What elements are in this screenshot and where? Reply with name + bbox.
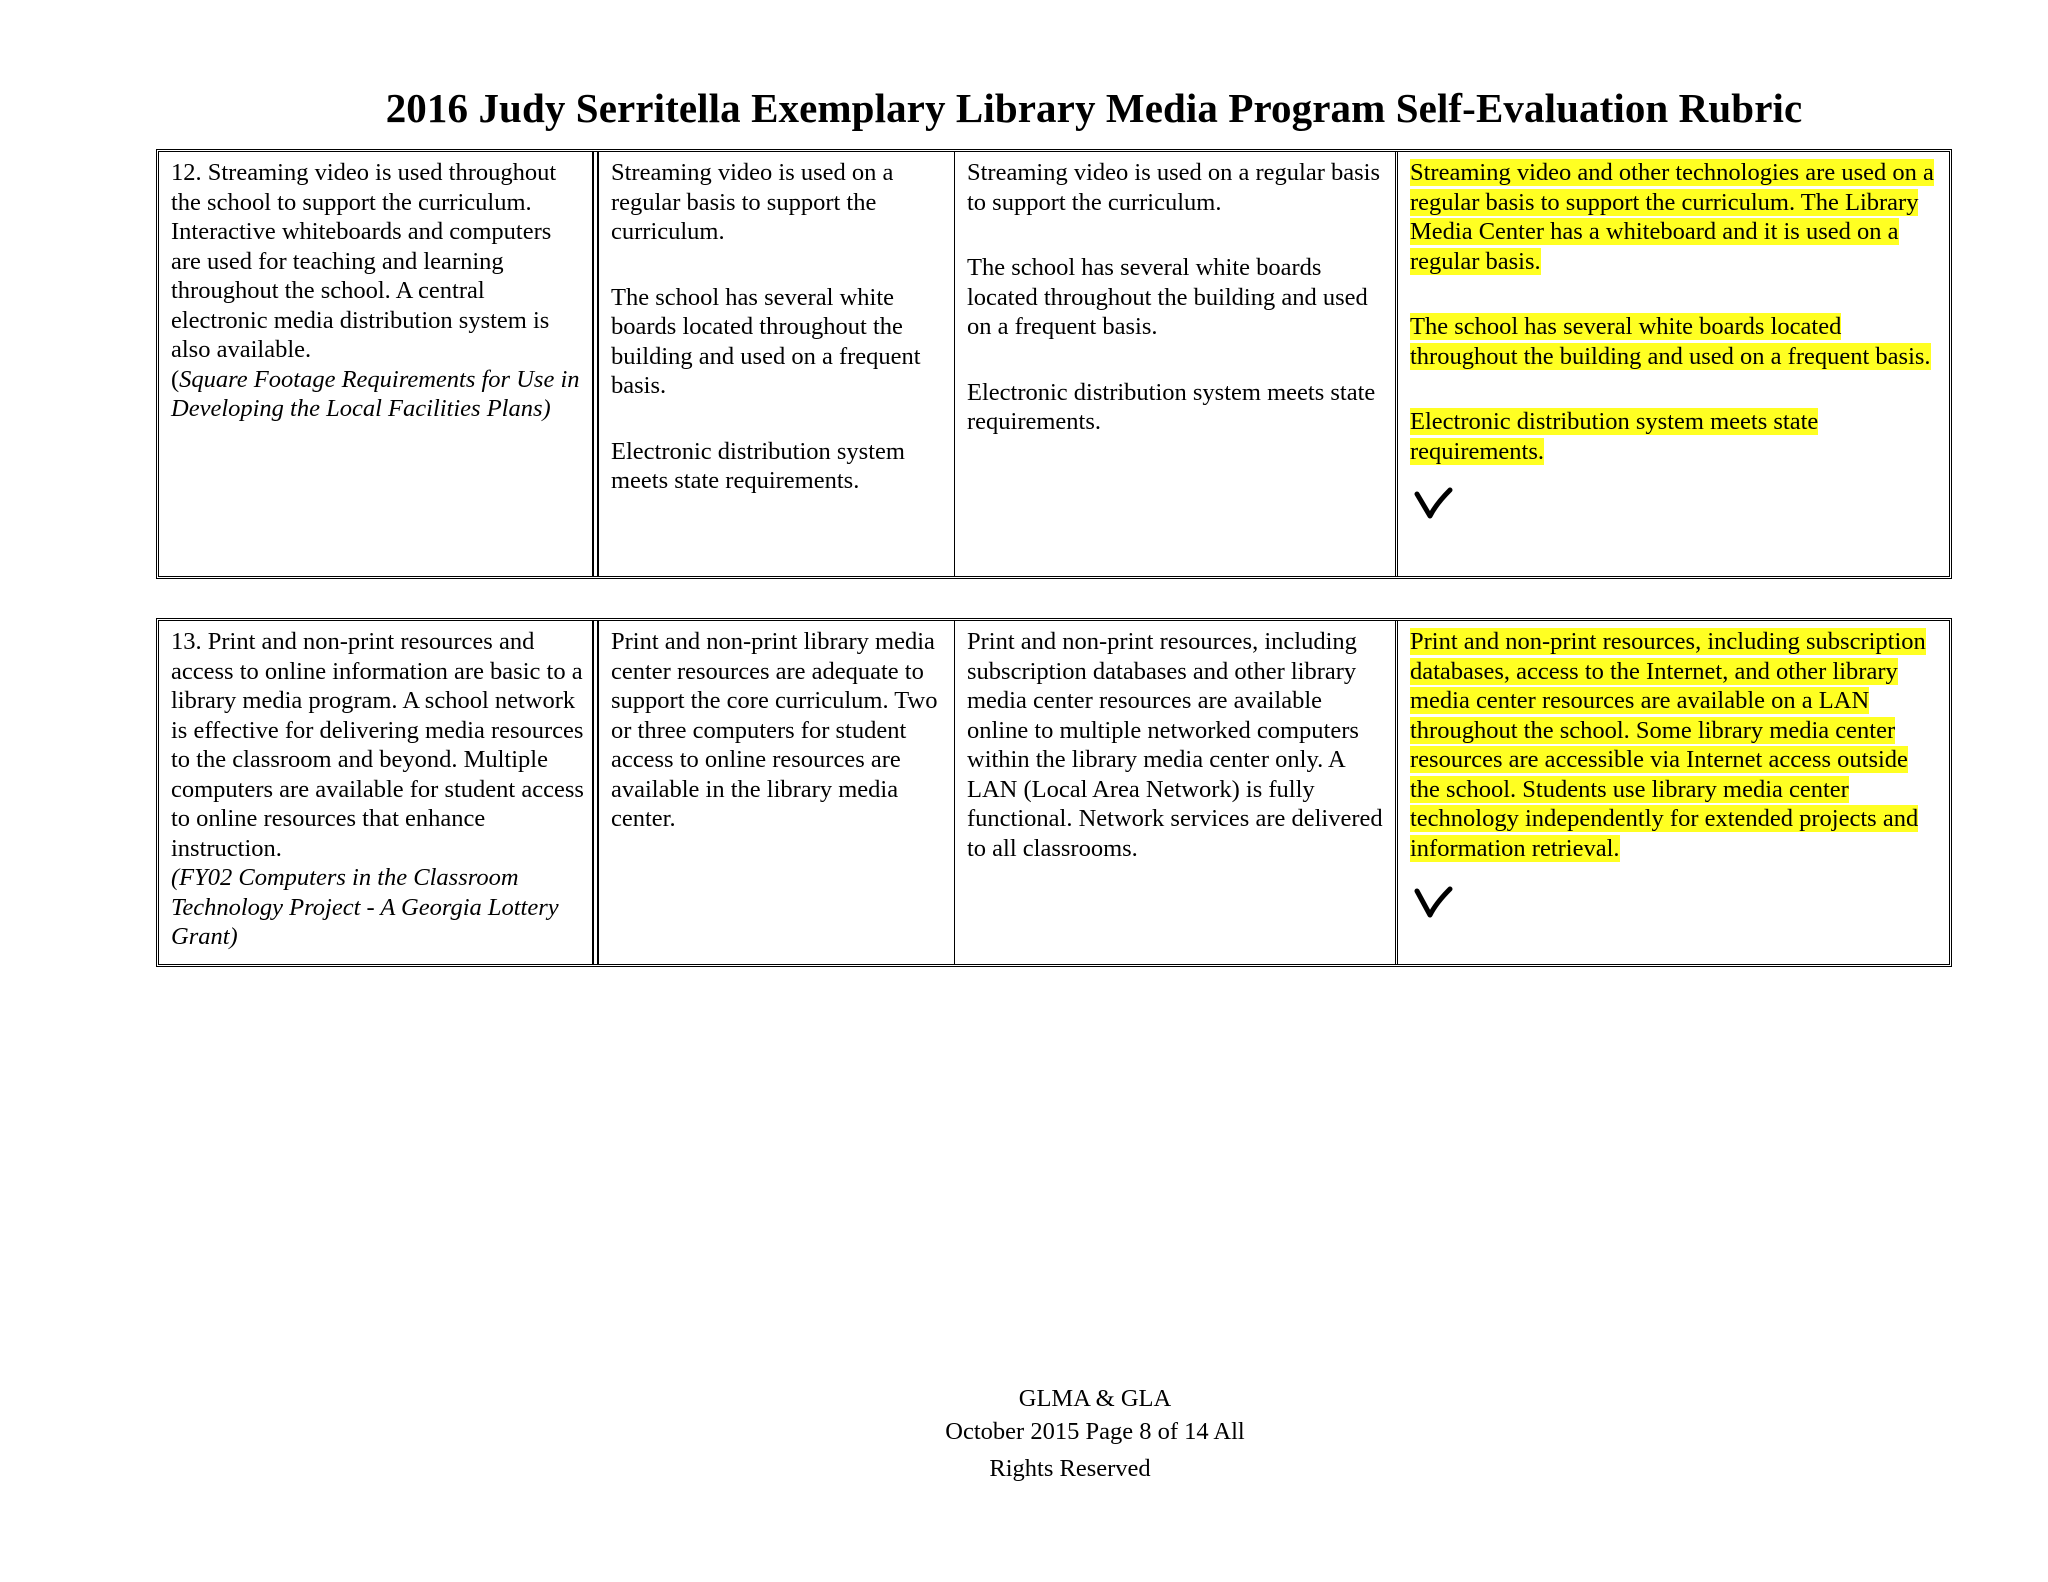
page-title: 2016 Judy Serritella Exemplary Library Media Program Self-Evaluation Rubric (385, 85, 1803, 131)
criterion-text: 13. Print and non-print resources and access to online information are basic to a library media program. A school network is effective for delivering media resources to the classroom and beyond. Multiple computers are available for student access to online resources that enhance instruction. (171, 628, 584, 862)
level2-paragraph: Print and non-print resources, including subscription databases and other library media center resources are available online to multiple networked computers within the library media center only. A LAN (Local Area Network) is fully functional. Network services are delivered to all classrooms. (967, 628, 1383, 862)
level1-paragraph: Streaming video is used on a regular basis to support the curriculum. (611, 159, 894, 245)
level1-cell (592, 152, 954, 576)
level3-paragraph: The school has several white boards located throughout the building and used on a frequent basis. (1410, 313, 1931, 370)
checkmark-icon (1414, 883, 1454, 923)
level3-paragraph: Electronic distribution system meets state requirements. (1410, 408, 1819, 465)
checkmark-icon (1414, 486, 1454, 522)
footer-line: October 2015 Page 8 of 14 All (945, 1418, 1245, 1445)
criterion-text: 12. Streaming video is used throughout the school to support the curriculum. Interactive whiteboards and computers are used for teaching and learning throughout the school. A central electronic media distribution system is also available. (171, 159, 557, 363)
level2-cell (954, 621, 1395, 964)
criterion-reference: (FY02 Computers in the Classroom Technology Project - A Georgia Lottery Grant) (171, 864, 559, 950)
level1-paragraph: Print and non-print library media center resources are adequate to support the core curriculum. Two or three computers for student access to online resources are available in the library media center. (611, 628, 938, 832)
level1-paragraph: Electronic distribution system meets state requirements. (611, 437, 905, 494)
level3-cell (1395, 152, 1949, 576)
level1-paragraph: The school has several white boards located throughout the building and used on a frequent basis. (611, 283, 921, 399)
footer-line: GLMA & GLA (1018, 1385, 1172, 1412)
level3-paragraph: Streaming video and other technologies are used on a regular basis to support the curriculum. The Library Media Center has a whiteboard and it is used on a regular basis. (1410, 159, 1934, 275)
rubric-row-13 (156, 618, 1952, 967)
level2-paragraph: The school has several white boards located throughout the building and used on a frequent basis. (967, 254, 1368, 340)
level2-paragraph: Streaming video is used on a regular basis to support the curriculum. (967, 159, 1381, 216)
level2-paragraph: Electronic distribution system meets state requirements. (967, 378, 1376, 435)
level1-cell (592, 621, 954, 964)
footer-line: Rights Reserved (989, 1455, 1151, 1482)
level3-cell (1395, 621, 1949, 964)
rubric-row-12 (156, 149, 1952, 579)
criterion-reference: Square Footage Requirements for Use in Developing the Local Facilities Plans) (171, 365, 580, 422)
page-footer (900, 1382, 1290, 1485)
criterion-cell (159, 621, 592, 964)
criterion-cell: 12. Streaming video is used throughout the school to support the curriculum. Interactive whiteboards and computers are used for teaching and learning throughout the school. A central electronic media distribution system is also available. (Square Footage Requirements for Use in Developing the Local Facilities Plans) (171, 159, 580, 422)
level3-paragraph: Print and non-print resources, including subscription databases, access to the Internet, and other library media center resources are available on a LAN throughout the school. Some library media center resources are accessible via Internet access outside the school. Students use library media center technology independently for extended projects and information retrieval. (1410, 628, 1926, 862)
level2-cell (954, 152, 1395, 576)
